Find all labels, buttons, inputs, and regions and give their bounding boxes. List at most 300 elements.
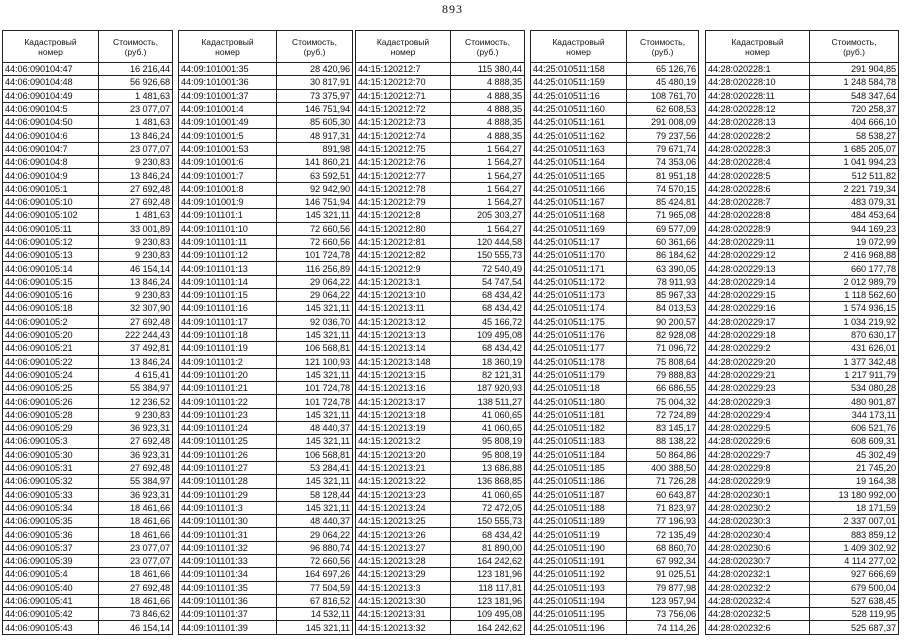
cost-cell: 68 434,42 <box>451 302 525 315</box>
cadastral-number-cell: 44:25:010511:18 <box>531 382 627 395</box>
cadastral-number-cell: 44:28:020229:17 <box>706 315 810 328</box>
cadastral-number-cell: 44:09:101101:31 <box>179 528 277 541</box>
table-row <box>179 235 353 248</box>
table-row <box>356 328 525 341</box>
table-row <box>706 89 899 102</box>
cadastral-number-cell: 44:15:120212:7 <box>356 63 451 76</box>
cadastral-number-cell: 44:15:120212:73 <box>356 116 451 129</box>
cadastral-table-3 <box>355 30 525 635</box>
cost-cell: 74 570,15 <box>627 182 699 195</box>
cadastral-number-cell: 44:09:101001:53 <box>179 142 277 155</box>
cost-cell: 48 440,37 <box>277 422 353 435</box>
cost-cell: 1 564,27 <box>451 182 525 195</box>
cadastral-number-cell: 44:09:101101:26 <box>179 448 277 461</box>
cost-cell: 116 256,89 <box>277 262 353 275</box>
cadastral-number-cell: 44:06:090105:34 <box>3 501 99 514</box>
table-row <box>706 328 899 341</box>
table-row <box>356 594 525 607</box>
cost-cell: 72 472,05 <box>451 501 525 514</box>
cost-cell: 60 643,87 <box>627 488 699 501</box>
cost-cell: 115 380,44 <box>451 63 525 76</box>
table-header-row <box>179 31 353 63</box>
cadastral-number-cell: 44:15:120213:16 <box>356 382 451 395</box>
cadastral-number-cell: 44:28:020232:1 <box>706 568 810 581</box>
cost-cell: 145 321,11 <box>277 302 353 315</box>
cadastral-number-cell: 44:25:010511:170 <box>531 249 627 262</box>
cadastral-number-cell: 44:25:010511:186 <box>531 475 627 488</box>
cadastral-number-cell: 44:09:101101:1 <box>179 209 277 222</box>
cadastral-number-cell: 44:09:101101:33 <box>179 554 277 567</box>
cost-cell: 23 077,07 <box>99 102 173 115</box>
table-row <box>706 116 899 129</box>
cadastral-number-cell: 44:28:020228:10 <box>706 76 810 89</box>
cost-cell: 1 409 302,92 <box>810 541 899 554</box>
cadastral-number-cell: 44:06:090105:29 <box>3 422 99 435</box>
cadastral-number-cell: 44:15:120212:78 <box>356 182 451 195</box>
cadastral-number-cell: 44:25:010511:166 <box>531 182 627 195</box>
table-row <box>356 315 525 328</box>
table-row <box>356 395 525 408</box>
table-row <box>531 142 699 155</box>
cost-cell: 109 495,08 <box>451 328 525 341</box>
header-text: Стоимость, <box>292 36 337 47</box>
table-row <box>706 63 899 76</box>
table-row <box>531 76 699 89</box>
table-row <box>356 235 525 248</box>
cadastral-number-cell: 44:25:010511:171 <box>531 262 627 275</box>
cadastral-number-cell: 44:06:090105:15 <box>3 275 99 288</box>
table-row <box>531 382 699 395</box>
table-row <box>356 302 525 315</box>
cadastral-number-cell: 44:06:090105:3 <box>3 435 99 448</box>
table-row <box>706 275 899 288</box>
table-row <box>356 435 525 448</box>
cost-cell: 145 321,11 <box>277 408 353 421</box>
cost-cell: 85 967,33 <box>627 289 699 302</box>
cadastral-number-cell: 44:15:120212:74 <box>356 129 451 142</box>
table-row <box>356 63 525 76</box>
cadastral-number-cell: 44:25:010511:181 <box>531 408 627 421</box>
table-row <box>356 275 525 288</box>
table-row <box>3 142 173 155</box>
table-row <box>531 488 699 501</box>
cost-cell: 4 888,35 <box>451 76 525 89</box>
cadastral-number-cell: 44:28:020228:6 <box>706 182 810 195</box>
cost-cell: 4 888,35 <box>451 102 525 115</box>
table-row <box>3 568 173 581</box>
cost-cell: 13 846,24 <box>99 129 173 142</box>
cadastral-number-cell: 44:06:090105:2 <box>3 315 99 328</box>
cadastral-number-cell: 44:28:020230:4 <box>706 528 810 541</box>
header-text: номер <box>390 46 416 57</box>
table-row <box>356 222 525 235</box>
table-row <box>706 422 899 435</box>
table-row <box>531 621 699 634</box>
cadastral-number-cell: 44:25:010511:169 <box>531 222 627 235</box>
table-row <box>531 235 699 248</box>
cost-cell: 58 538,27 <box>810 129 899 142</box>
table-row <box>531 515 699 528</box>
cost-cell: 32 307,90 <box>99 302 173 315</box>
table-row <box>356 422 525 435</box>
cadastral-number-cell: 44:09:101101:37 <box>179 608 277 621</box>
cost-cell: 12 236,52 <box>99 395 173 408</box>
cost-cell: 291 904,85 <box>810 63 899 76</box>
cadastral-number-cell: 44:09:101101:18 <box>179 328 277 341</box>
cost-cell: 45 480,19 <box>627 76 699 89</box>
cadastral-number-cell: 44:09:101101:12 <box>179 249 277 262</box>
cost-cell: 205 303,27 <box>451 209 525 222</box>
cadastral-number-cell: 44:25:010511:189 <box>531 515 627 528</box>
cadastral-number-cell: 44:28:020229:3 <box>706 395 810 408</box>
cost-cell: 164 242,62 <box>451 621 525 634</box>
cost-header <box>277 31 353 63</box>
cadastral-number-cell: 44:09:101101:29 <box>179 488 277 501</box>
cost-header <box>451 31 525 63</box>
table-row <box>179 355 353 368</box>
cost-cell: 1 564,27 <box>451 169 525 182</box>
cost-cell: 27 692,48 <box>99 315 173 328</box>
cadastral-number-cell: 44:25:010511:161 <box>531 116 627 129</box>
cost-cell: 63 592,51 <box>277 169 353 182</box>
cost-cell: 145 321,11 <box>277 621 353 634</box>
cadastral-number-cell: 44:25:010511:162 <box>531 129 627 142</box>
table-row <box>356 195 525 208</box>
cadastral-number-cell: 44:15:120213:11 <box>356 302 451 315</box>
cost-cell: 23 077,07 <box>99 554 173 567</box>
cadastral-number-cell: 44:25:010511:179 <box>531 368 627 381</box>
cadastral-number-cell: 44:09:101101:22 <box>179 395 277 408</box>
cadastral-number-cell: 44:28:020229:5 <box>706 422 810 435</box>
cadastral-number-cell: 44:09:101001:6 <box>179 156 277 169</box>
table-row <box>531 581 699 594</box>
table-row <box>3 488 173 501</box>
cadastral-number-header <box>706 31 810 63</box>
cost-cell: 2 416 968,88 <box>810 249 899 262</box>
cost-cell: 164 697,26 <box>277 568 353 581</box>
cadastral-number-cell: 44:25:010511:194 <box>531 594 627 607</box>
table-row <box>356 461 525 474</box>
cost-cell: 344 173,11 <box>810 408 899 421</box>
table-row <box>531 289 699 302</box>
cadastral-number-cell: 44:28:020232:6 <box>706 621 810 634</box>
header-text: Кадастровый <box>201 36 254 47</box>
cost-cell: 28 420,96 <box>277 63 353 76</box>
cost-cell: 36 923,31 <box>99 422 173 435</box>
cadastral-number-cell: 44:25:010511:193 <box>531 581 627 594</box>
cadastral-number-cell: 44:15:120213:12 <box>356 315 451 328</box>
cadastral-number-cell: 44:06:090105:40 <box>3 581 99 594</box>
cost-cell: 120 444,58 <box>451 235 525 248</box>
table-row <box>3 515 173 528</box>
cost-cell: 944 169,23 <box>810 222 899 235</box>
table-row <box>706 581 899 594</box>
table-row <box>356 262 525 275</box>
cadastral-number-cell: 44:25:010511:17 <box>531 235 627 248</box>
cadastral-number-cell: 44:15:120213:19 <box>356 422 451 435</box>
cadastral-number-cell: 44:15:120213:28 <box>356 554 451 567</box>
table-row <box>3 63 173 76</box>
table-row <box>356 156 525 169</box>
table-row <box>706 608 899 621</box>
cadastral-number-cell: 44:09:101101:19 <box>179 342 277 355</box>
cost-cell: 608 609,31 <box>810 435 899 448</box>
cost-cell: 29 064,22 <box>277 289 353 302</box>
cost-cell: 1 034 219,92 <box>810 315 899 328</box>
cost-cell: 41 060,65 <box>451 408 525 421</box>
cost-cell: 55 384,97 <box>99 382 173 395</box>
table-row <box>179 435 353 448</box>
cadastral-number-cell: 44:06:090104:7 <box>3 142 99 155</box>
table-row <box>179 129 353 142</box>
table-row <box>179 195 353 208</box>
cadastral-number-cell: 44:25:010511:188 <box>531 501 627 514</box>
table-row <box>531 222 699 235</box>
cadastral-number-cell: 44:15:120213:20 <box>356 448 451 461</box>
table-row <box>3 435 173 448</box>
cost-cell: 1 564,27 <box>451 156 525 169</box>
table-row <box>531 116 699 129</box>
cadastral-number-cell: 44:15:120212:8 <box>356 209 451 222</box>
cadastral-number-cell: 44:06:090105:28 <box>3 408 99 421</box>
table-row <box>356 568 525 581</box>
cost-cell: 13 846,24 <box>99 169 173 182</box>
table-row <box>706 262 899 275</box>
cost-cell: 548 347,64 <box>810 89 899 102</box>
cost-cell: 1 574 936,15 <box>810 302 899 315</box>
cadastral-number-cell: 44:06:090104:6 <box>3 129 99 142</box>
cost-cell: 106 568,81 <box>277 448 353 461</box>
table-row <box>706 368 899 381</box>
cost-cell: 73 846,62 <box>99 608 173 621</box>
cost-cell: 18 461,66 <box>99 515 173 528</box>
cadastral-number-cell: 44:15:120212:70 <box>356 76 451 89</box>
header-text: (руб.) <box>651 46 674 57</box>
cadastral-number-cell: 44:25:010511:195 <box>531 608 627 621</box>
header-text: (руб.) <box>476 46 499 57</box>
table-row <box>356 169 525 182</box>
cadastral-number-cell: 44:28:020229:23 <box>706 382 810 395</box>
table-row <box>356 209 525 222</box>
cost-cell: 27 692,48 <box>99 461 173 474</box>
cadastral-number-cell: 44:15:120213:21 <box>356 461 451 474</box>
cost-cell: 4 888,35 <box>451 89 525 102</box>
cost-cell: 18 360,19 <box>451 355 525 368</box>
cadastral-number-cell: 44:09:101101:3 <box>179 501 277 514</box>
cadastral-number-cell: 44:25:010511:158 <box>531 63 627 76</box>
cadastral-number-cell: 44:28:020228:3 <box>706 142 810 155</box>
cost-cell: 146 751,94 <box>277 195 353 208</box>
cadastral-number-cell: 44:25:010511:165 <box>531 169 627 182</box>
cost-cell: 9 230,83 <box>99 289 173 302</box>
table-row <box>179 315 353 328</box>
cadastral-number-cell: 44:06:090105:33 <box>3 488 99 501</box>
table-row <box>706 142 899 155</box>
cost-cell: 67 816,52 <box>277 594 353 607</box>
cost-cell: 96 880,74 <box>277 541 353 554</box>
table-row <box>531 129 699 142</box>
cadastral-number-cell: 44:09:101101:28 <box>179 475 277 488</box>
table-row <box>356 581 525 594</box>
cost-cell: 72 135,49 <box>627 528 699 541</box>
cost-cell: 121 100,93 <box>277 355 353 368</box>
cadastral-number-cell: 44:09:101101:36 <box>179 594 277 607</box>
table-row <box>3 209 173 222</box>
cost-cell: 71 096,72 <box>627 342 699 355</box>
cost-cell: 68 860,70 <box>627 541 699 554</box>
cadastral-number-cell: 44:28:020229:21 <box>706 368 810 381</box>
cost-cell: 480 901,87 <box>810 395 899 408</box>
table-row <box>706 568 899 581</box>
cost-cell: 13 686,88 <box>451 461 525 474</box>
cost-cell: 483 079,31 <box>810 195 899 208</box>
table-row <box>179 63 353 76</box>
cadastral-number-cell: 44:15:120213:26 <box>356 528 451 541</box>
cost-cell: 90 200,57 <box>627 315 699 328</box>
cost-cell: 4 114 277,02 <box>810 554 899 567</box>
page-number: 893 <box>442 2 463 16</box>
cost-cell: 101 724,78 <box>277 249 353 262</box>
cadastral-number-cell: 44:15:120213:18 <box>356 408 451 421</box>
table-row <box>531 209 699 222</box>
cadastral-number-cell: 44:09:101101:2 <box>179 355 277 368</box>
table-row <box>531 169 699 182</box>
cadastral-number-cell: 44:06:090105:4 <box>3 568 99 581</box>
cost-cell: 19 072,99 <box>810 235 899 248</box>
cadastral-number-cell: 44:28:020230:3 <box>706 515 810 528</box>
cadastral-number-cell: 44:09:101001:49 <box>179 116 277 129</box>
cadastral-number-cell: 44:28:020229:20 <box>706 355 810 368</box>
cost-cell: 1 481,63 <box>99 209 173 222</box>
table-row <box>3 116 173 129</box>
table-row <box>706 222 899 235</box>
cadastral-number-cell: 44:28:020228:2 <box>706 129 810 142</box>
table-row <box>706 528 899 541</box>
cost-cell: 109 495,08 <box>451 608 525 621</box>
table-row <box>3 275 173 288</box>
cost-cell: 82 121,31 <box>451 368 525 381</box>
cadastral-table-5 <box>705 30 899 635</box>
table-row <box>3 169 173 182</box>
cadastral-number-cell: 44:06:090105:20 <box>3 328 99 341</box>
cost-cell: 62 608,53 <box>627 102 699 115</box>
cost-cell: 141 860,21 <box>277 156 353 169</box>
cadastral-number-cell: 44:28:020228:8 <box>706 209 810 222</box>
table-row <box>706 102 899 115</box>
table-row <box>3 621 173 634</box>
table-row <box>531 448 699 461</box>
table-row <box>179 488 353 501</box>
cost-cell: 4 888,35 <box>451 116 525 129</box>
cost-cell: 484 453,64 <box>810 209 899 222</box>
cadastral-number-cell: 44:15:120212:72 <box>356 102 451 115</box>
table-row <box>3 249 173 262</box>
table-row <box>706 289 899 302</box>
cost-cell: 77 196,93 <box>627 515 699 528</box>
cost-cell: 71 965,08 <box>627 209 699 222</box>
cadastral-number-cell: 44:15:120212:77 <box>356 169 451 182</box>
cadastral-number-cell: 44:06:090105:30 <box>3 448 99 461</box>
cadastral-number-cell: 44:06:090104:49 <box>3 89 99 102</box>
table-row <box>3 594 173 607</box>
cadastral-number-cell: 44:15:120213:3 <box>356 581 451 594</box>
cadastral-number-cell: 44:15:120213:1 <box>356 275 451 288</box>
cadastral-number-cell: 44:28:020229:13 <box>706 262 810 275</box>
cadastral-number-cell: 44:28:020229:14 <box>706 275 810 288</box>
table-row <box>356 368 525 381</box>
cadastral-number-cell: 44:09:101101:30 <box>179 515 277 528</box>
table-row <box>706 621 899 634</box>
cadastral-number-cell: 44:25:010511:160 <box>531 102 627 115</box>
cadastral-number-cell: 44:06:090105:39 <box>3 554 99 567</box>
cadastral-number-cell: 44:28:020229:15 <box>706 289 810 302</box>
cadastral-number-cell: 44:25:010511:163 <box>531 142 627 155</box>
cost-cell: 2 221 719,34 <box>810 182 899 195</box>
cost-cell: 72 540,49 <box>451 262 525 275</box>
header-text: номер <box>38 46 63 57</box>
cadastral-number-cell: 44:09:101001:5 <box>179 129 277 142</box>
table-row <box>531 262 699 275</box>
cadastral-number-cell: 44:28:020232:2 <box>706 581 810 594</box>
cost-cell: 16 216,44 <box>99 63 173 76</box>
table-row <box>179 461 353 474</box>
cadastral-number-cell: 44:25:010511:167 <box>531 195 627 208</box>
table-row <box>706 461 899 474</box>
cadastral-number-cell: 44:28:020230:6 <box>706 541 810 554</box>
table-row <box>531 275 699 288</box>
table-row <box>356 554 525 567</box>
table-row <box>706 501 899 514</box>
cadastral-number-cell: 44:09:101001:37 <box>179 89 277 102</box>
table-row <box>356 342 525 355</box>
cost-cell: 84 013,53 <box>627 302 699 315</box>
cost-cell: 13 180 992,00 <box>810 488 899 501</box>
cadastral-number-header <box>3 31 99 63</box>
cadastral-number-cell: 44:15:120213:25 <box>356 515 451 528</box>
cadastral-number-cell: 44:28:020228:9 <box>706 222 810 235</box>
cadastral-number-cell: 44:25:010511:174 <box>531 302 627 315</box>
table-row <box>179 275 353 288</box>
table-row <box>179 222 353 235</box>
cadastral-number-cell: 44:15:120212:76 <box>356 156 451 169</box>
cadastral-number-cell: 44:15:120213:148 <box>356 355 451 368</box>
cadastral-number-header <box>531 31 627 63</box>
cadastral-number-cell: 44:15:120212:71 <box>356 89 451 102</box>
cadastral-number-cell: 44:25:010511:184 <box>531 448 627 461</box>
table-row <box>3 342 173 355</box>
cadastral-number-cell: 44:15:120213:24 <box>356 501 451 514</box>
cost-cell: 150 555,73 <box>451 249 525 262</box>
cadastral-number-cell: 44:25:010511:177 <box>531 342 627 355</box>
cost-cell: 150 555,73 <box>451 515 525 528</box>
cost-cell: 88 138,22 <box>627 435 699 448</box>
cadastral-number-cell: 44:25:010511:183 <box>531 435 627 448</box>
table-row <box>3 554 173 567</box>
cost-cell: 291 008,09 <box>627 116 699 129</box>
cost-cell: 23 077,07 <box>99 142 173 155</box>
cadastral-number-cell: 44:28:020228:1 <box>706 63 810 76</box>
table-row <box>3 182 173 195</box>
cost-cell: 74 114,26 <box>627 621 699 634</box>
cost-cell: 101 724,78 <box>277 382 353 395</box>
cost-cell: 46 154,14 <box>99 621 173 634</box>
cost-cell: 71 823,97 <box>627 501 699 514</box>
table-row <box>706 554 899 567</box>
table-row <box>3 408 173 421</box>
cadastral-number-cell: 44:15:120213:30 <box>356 594 451 607</box>
cadastral-number-cell: 44:06:090104:5 <box>3 102 99 115</box>
table-row <box>3 235 173 248</box>
